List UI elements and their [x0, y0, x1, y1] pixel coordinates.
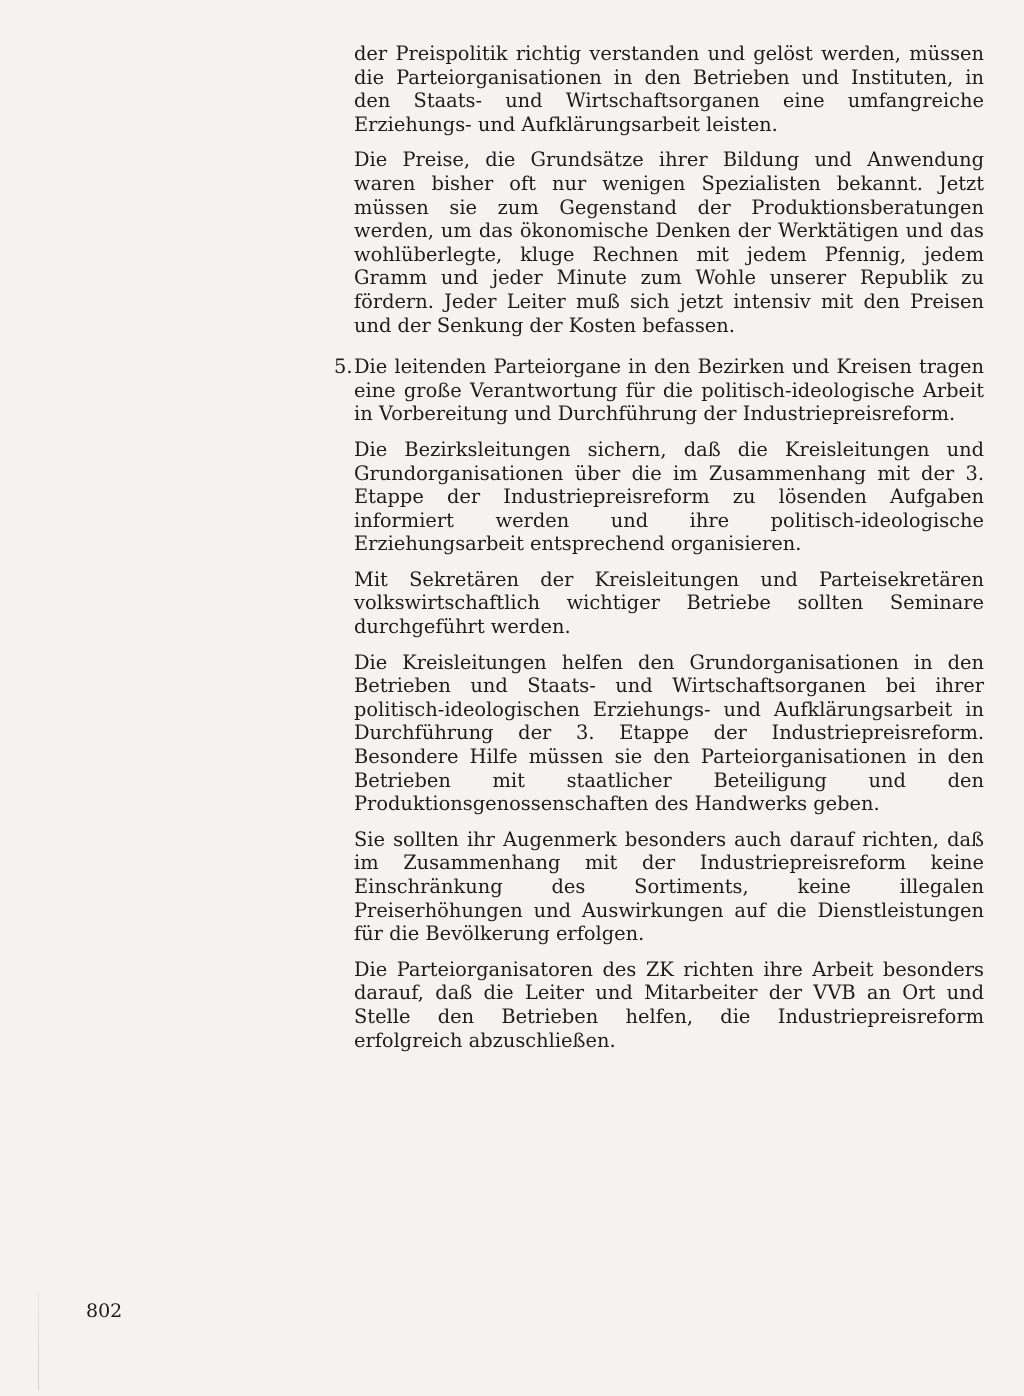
paragraph: Mit Sekretären der Kreisleitungen und Parteisekretären volkswirtschaftlich wichtiger Betriebe sollten Seminare durchgeführt werden. — [354, 567, 984, 639]
paragraph: Die Parteiorganisatoren des ZK richten ihre Arbeit besonders darauf, daß die Leiter und Mitarbeiter der VVB an Ort und Stelle den Betrieben helfen, die Industriepreisreform erfolgreich abzuschließen. — [354, 957, 984, 1052]
paragraph: Die Bezirksleitungen sichern, daß die Kreisleitungen und Grundorganisationen über die im Zusammenhang mit der 3. Etappe der Industriepreisreform zu lösenden Aufgaben informiert werden und ihre politisch-ideologische Erziehungsarbeit entsprechend organisieren. — [354, 437, 984, 556]
page-number: 802 — [86, 1300, 123, 1322]
paragraph: Die Preise, die Grundsätze ihrer Bildung und Anwendung waren bisher oft nur wenigen Spezialisten bekannt. Jetzt müssen sie zum Gegenstand der Produktionsberatungen werden, um das ökonomische Denken der Werktätigen und das wohlüberlegte, kluge Rechnen mit jedem Pfennig, jedem Gramm und jeder Minute zum Wohle unserer Republik zu fördern. Jeder Leiter muß sich jetzt intensiv mit den Preisen und der Senkung der Kosten befassen. — [354, 148, 984, 337]
item-number: 5. — [334, 355, 353, 379]
paragraph: der Preispolitik richtig verstanden und gelöst werden, müssen die Parteiorganisationen in den Betrieben und Instituten, in den Staats- und Wirtschaftsorganen eine umfangreiche Erziehungs- und Aufklärungsarbeit leisten. — [354, 42, 984, 136]
paragraph: Sie sollten ihr Augenmerk besonders auch darauf richten, daß im Zusammenhang mit der Industriepreisreform keine Einschränkung des Sortiments, keine illegalen Preiserhöhungen und Auswirkungen auf die Dienstleistungen für die Bevölkerung erfolgen. — [354, 827, 984, 946]
scan-edge-line — [38, 1290, 39, 1390]
numbered-item-5 — [334, 355, 984, 1052]
document-body — [334, 42, 984, 1064]
paragraph: Die leitenden Parteiorgane in den Bezirken und Kreisen tragen eine große Verantwortung für die politisch-ideologische Arbeit in Vorbereitung und Durchführung der Industriepreisreform. — [354, 355, 984, 426]
paragraph: Die Kreisleitungen helfen den Grundorganisationen in den Betrieben und Staats- und Wirtschaftsorganen bei ihrer politisch-ideologischen Erziehungs- und Aufklärungsarbeit in Durchführung der 3. Etappe der Industriepreisreform. Besondere Hilfe müssen sie den Parteiorganisationen in den Betrieben mit staatlicher Beteiligung und den Produktionsgenossenschaften des Handwerks geben. — [354, 650, 984, 816]
